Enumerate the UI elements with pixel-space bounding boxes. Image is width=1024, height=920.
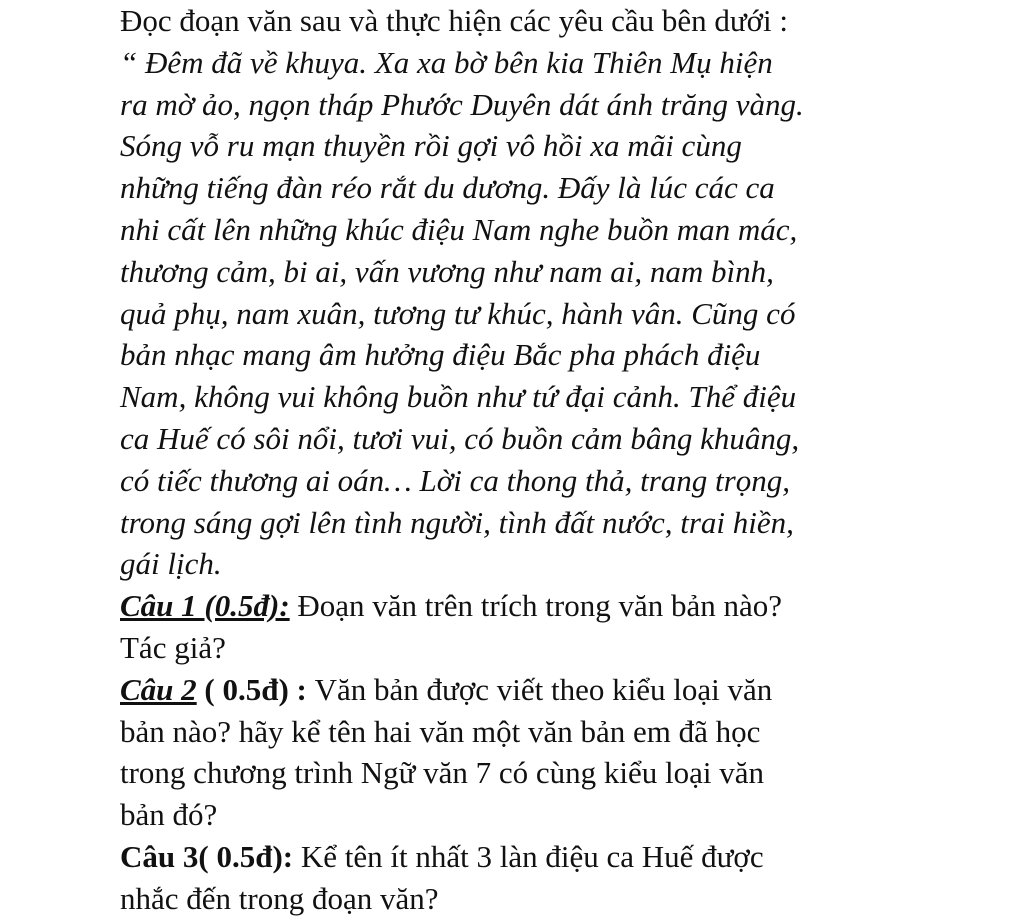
passage-line: bản nhạc mang âm hưởng điệu Bắc pha phách điệu xyxy=(120,337,761,373)
passage-line: ra mờ ảo, ngọn tháp Phước Duyên dát ánh trăng vàng. xyxy=(120,86,804,122)
question-3-text: nhắc đến trong đoạn văn? xyxy=(120,880,439,916)
question-1 xyxy=(120,585,920,669)
passage xyxy=(120,42,920,585)
passage-line: quả phụ, nam xuân, tương tư khúc, hành vân. Cũng có xyxy=(120,295,796,331)
passage-line: Sóng vỗ ru mạn thuyền rồi gợi vô hồi xa mãi cùng xyxy=(120,128,742,164)
passage-line: ca Huế có sôi nổi, tươi vui, có buồn cảm bâng khuâng, xyxy=(120,420,800,456)
question-1-text: Đoạn văn trên trích trong văn bản nào? xyxy=(289,588,783,624)
document-page xyxy=(120,0,920,920)
question-2-text: bản đó? xyxy=(120,797,218,833)
question-2-points: ( 0.5đ) : xyxy=(196,671,315,707)
question-2-text: bản nào? hãy kể tên hai văn một văn bản em đã học xyxy=(120,713,761,749)
question-2 xyxy=(120,669,920,836)
passage-line: trong sáng gợi lên tình người, tình đất nước, trai hiền, xyxy=(120,504,794,540)
question-2-label: Câu 2 xyxy=(120,671,197,707)
passage-line: Nam, không vui không buồn như tứ đại cảnh. Thể điệu xyxy=(120,379,797,415)
question-1-label: Câu 1 (0.5đ): xyxy=(120,588,290,624)
passage-line: gái lịch. xyxy=(120,546,222,582)
passage-line: thương cảm, bi ai, vấn vương như nam ai, nam bình, xyxy=(120,253,774,289)
passage-line: “ Đêm đã về khuya. Xa xa bờ bên kia Thiên Mụ hiện xyxy=(120,44,773,80)
passage-line: nhi cất lên những khúc điệu Nam nghe buồn man mác, xyxy=(120,211,798,247)
question-2-text: Văn bản được viết theo kiểu loại văn xyxy=(314,671,773,707)
question-3-text: Kể tên ít nhất 3 làn điệu ca Huế được xyxy=(293,838,764,874)
question-3 xyxy=(120,836,920,920)
question-2-text: trong chương trình Ngữ văn 7 có cùng kiểu loại văn xyxy=(120,755,765,791)
passage-line: có tiếc thương ai oán… Lời ca thong thả, trang trọng, xyxy=(120,462,790,498)
question-3-label: Câu 3( 0.5đ): xyxy=(120,838,294,874)
question-1-text: Tác giả? xyxy=(120,629,226,665)
instruction-text: Đọc đoạn văn sau và thực hiện các yêu cầu bên dưới : xyxy=(120,3,789,38)
passage-line: những tiếng đàn réo rắt du dương. Đấy là lúc các ca xyxy=(120,170,775,206)
